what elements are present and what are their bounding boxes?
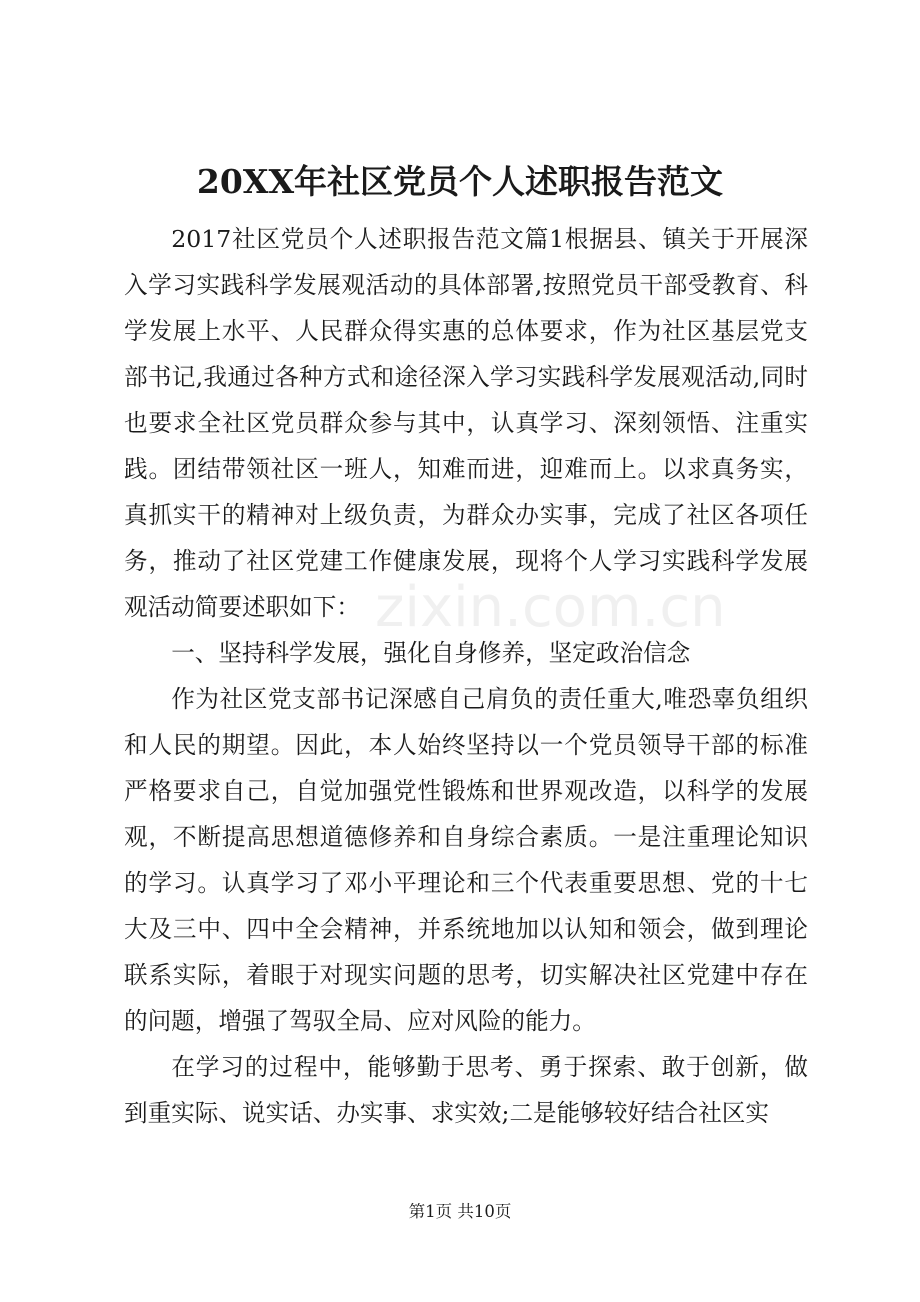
watermark-text: zixin.com.cn [375, 575, 726, 640]
section-heading-1: 一、坚持科学发展，强化自身修养，坚定政治信念 [171, 639, 691, 667]
document-title: 20XX年社区党员个人述职报告范文 [196, 162, 724, 201]
paragraph-continued: 在学习的过程中，能够勤于思考、勇于探索、敢于创新，做到重实际、说实话、办实事、求实效;二是能够较好结合社区实 [124, 1053, 808, 1127]
paragraph-intro: 2017社区党员个人述职报告范文篇1根据县、镇关于开展深入学习实践科学发展观活动的具体部署,按照党员干部受教育、科学发展上水平、人民群众得实惠的总体要求，作为社区基层党支部书记,我通过各种方式和途径深入学习实践科学发展观活动,同时也要求全社区党员群众参与其中，认真学习、深刻领悟、注重实践。团结带领社区一班人，知难而进，迎难而上。以求真务实，真抓实干的精神对上级负责，为群众办实事，完成了社区各项任务，推动了社区党建工作健康发展，现将个人学习实践科学发展观活动简要述职如下： [124, 225, 808, 621]
paragraph-section-1: 作为社区党支部书记深感自己肩负的责任重大,唯恐辜负组织和人民的期望。因此，本人始终坚持以一个党员领导干部的标准严格要求自己，自觉加强党性锻炼和世界观改造，以科学的发展观，不断提高思想道德修养和自身综合素质。一是注重理论知识的学习。认真学习了邓小平理论和三个代表重要思想、党的十七大及三中、四中全会精神，并系统地加以认知和领会，做到理论联系实际，着眼于对现实问题的思考，切实解决社区党建中存在的问题，增强了驾驭全局、应对风险的能力。 [124, 685, 808, 1035]
page-footer: 第1页 共10页 [408, 1202, 512, 1221]
document-body [124, 216, 808, 1136]
